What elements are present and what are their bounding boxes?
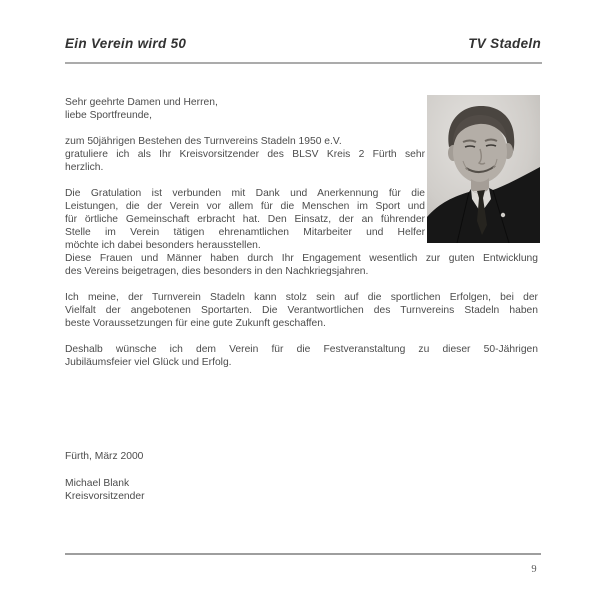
- text-line: gratuliere ich als Ihr Kreisvorsitzender des BLSV Kreis 2 Fürth sehr: [65, 149, 425, 160]
- text-line: Jubiläumsfeier viel Glück und Erfolg.: [65, 357, 232, 368]
- text-line: beste Voraussetzungen für eine gute Zukunft geschaffen.: [65, 318, 326, 329]
- header-left-title: Ein Verein wird 50: [65, 36, 187, 51]
- header-divider-rule: [65, 62, 542, 64]
- text-line: des Vereins beigetragen, dies besonders in den Nachkriegsjahren.: [65, 266, 369, 277]
- closing-place-date: Fürth, März 2000: [65, 451, 144, 462]
- text-line: Stelle im Verein tätigen ehrenamtlichen Mitarbeiter und Helfer: [65, 227, 425, 238]
- gratitude-paragraph-wide: [65, 252, 538, 278]
- text-line: Sehr geehrte Damen und Herren,: [65, 97, 218, 108]
- text-line: für örtliche Gemeinschaft erbracht hat. Den Einsatz, der an führender: [65, 214, 425, 225]
- letter-body: [65, 96, 538, 369]
- congratulation-paragraph: [65, 135, 425, 174]
- footer-divider-rule: [65, 553, 541, 555]
- text-line: Die Gratulation ist verbunden mit Dank und Anerkennung für die: [65, 188, 425, 199]
- greeting-paragraph: [65, 96, 425, 122]
- page-header: [65, 36, 541, 51]
- wishes-paragraph: [65, 343, 538, 369]
- page-number: 9: [531, 564, 537, 575]
- text-line: Deshalb wünsche ich dem Verein für die Festveranstaltung zu dieser 50-Jährigen: [65, 344, 538, 355]
- text-line: Vielfalt der angebotenen Sportarten. Die Verantwortlichen des Turnvereins Stadeln haben: [65, 305, 538, 316]
- text-line: herzlich.: [65, 162, 104, 173]
- text-line: Diese Frauen und Männer haben durch Ihr Engagement wesentlich zur guten Entwicklung: [65, 253, 538, 264]
- text-line: möchte ich dabei besonders herausstellen.: [65, 240, 261, 251]
- text-line: liebe Sportfreunde,: [65, 110, 153, 121]
- signature-name: Michael Blank: [65, 478, 130, 489]
- signature-title: Kreisvorsitzender: [65, 491, 145, 502]
- pride-paragraph: [65, 291, 538, 330]
- header-right-title: TV Stadeln: [468, 36, 541, 51]
- signature-block: [65, 477, 145, 503]
- text-line: Leistungen, die der Verein vor allem für die Menschen im Sport und: [65, 201, 425, 212]
- gratitude-paragraph-narrow: [65, 187, 425, 252]
- text-line: Ich meine, der Turnverein Stadeln kann stolz sein auf die sportlichen Erfolgen, bei der: [65, 292, 538, 303]
- text-line: zum 50jährigen Bestehen des Turnvereins Stadeln 1950 e.V.: [65, 136, 342, 147]
